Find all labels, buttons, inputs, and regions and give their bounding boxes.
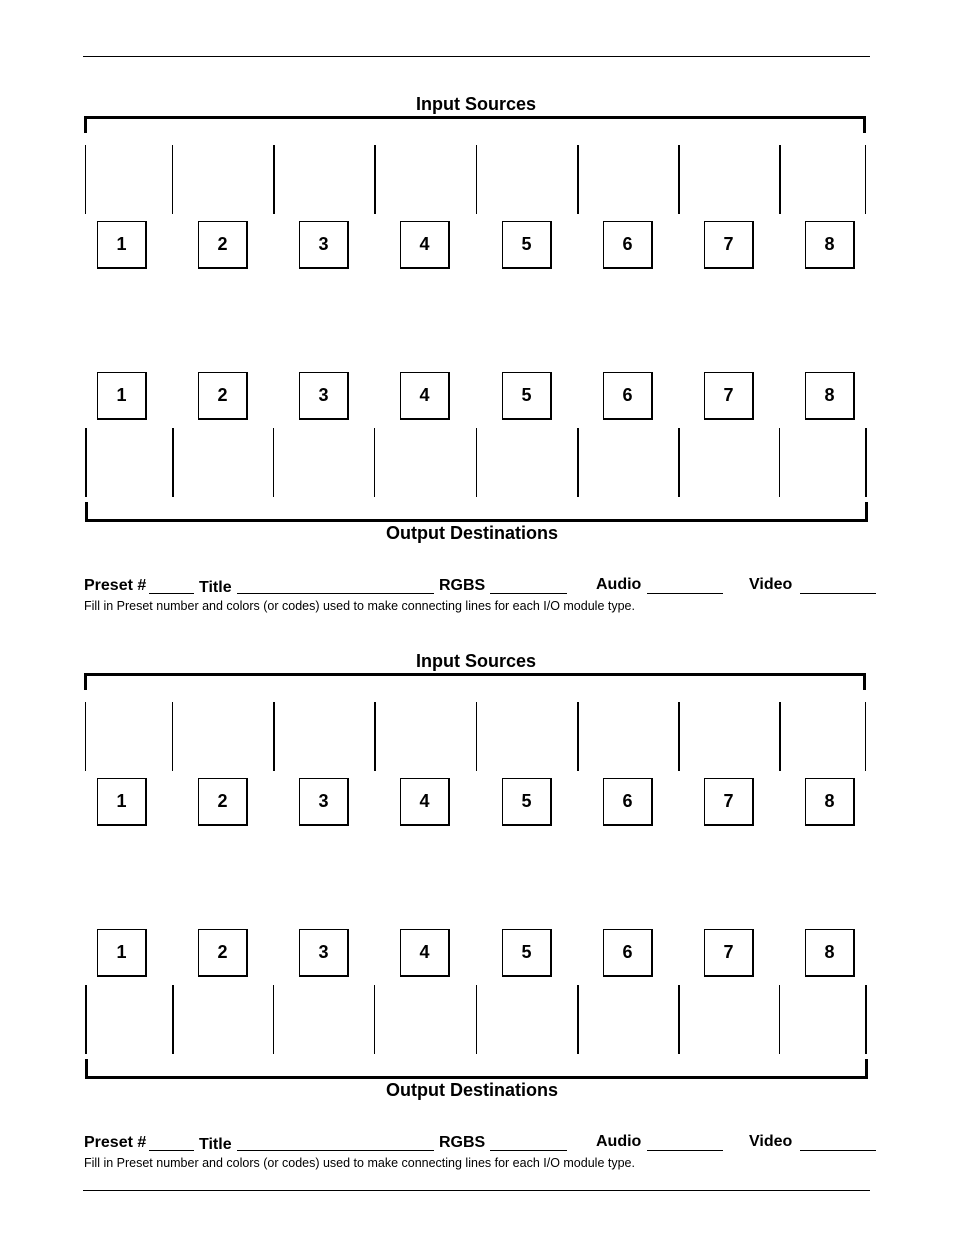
output-box-1[interactable]: 1 [97, 929, 147, 977]
input-box-7[interactable]: 7 [704, 778, 754, 826]
rgbs-label: RGBS [439, 1134, 486, 1151]
input-box-8[interactable]: 8 [805, 778, 855, 826]
input-connector-line [476, 702, 477, 771]
output-box-2[interactable]: 2 [198, 372, 248, 420]
output-connector-line [476, 985, 477, 1054]
output-connector-line [273, 428, 274, 497]
input-connector-line [678, 145, 680, 214]
input-box-1[interactable]: 1 [97, 778, 147, 826]
input-box-5[interactable]: 5 [502, 221, 552, 269]
output-box-5[interactable]: 5 [502, 929, 552, 977]
output-destinations-heading: Output Destinations [386, 523, 558, 543]
input-box-3[interactable]: 3 [299, 778, 349, 826]
input-connector-line [577, 145, 579, 214]
input-connector-line [172, 702, 173, 771]
input-bracket [84, 116, 866, 133]
input-connector-line [85, 145, 86, 214]
output-box-8[interactable]: 8 [805, 929, 855, 977]
output-box-6[interactable]: 6 [603, 372, 653, 420]
input-box-6[interactable]: 6 [603, 221, 653, 269]
rgbs-field[interactable] [490, 1150, 567, 1151]
output-connector-line [172, 985, 174, 1054]
input-connector-line [374, 702, 376, 771]
input-sources-heading: Input Sources [416, 94, 537, 114]
output-connector-line [865, 428, 867, 497]
title-label: Title [199, 579, 232, 596]
input-connector-line [865, 145, 866, 214]
input-box-4[interactable]: 4 [400, 221, 450, 269]
output-connector-line [374, 428, 375, 497]
output-destinations-heading: Output Destinations [386, 1080, 558, 1100]
video-label: Video [749, 576, 793, 593]
preset-worksheet [0, 557, 954, 1170]
input-connector-line [779, 145, 781, 214]
input-box-5[interactable]: 5 [502, 778, 552, 826]
input-connector-line [865, 702, 866, 771]
input-box-1[interactable]: 1 [97, 221, 147, 269]
preset-worksheet [0, 0, 954, 613]
output-bracket [85, 1059, 868, 1079]
output-box-5[interactable]: 5 [502, 372, 552, 420]
input-connector-line [678, 702, 680, 771]
output-bracket [85, 502, 868, 522]
audio-label: Audio [596, 1133, 642, 1150]
input-sources-heading: Input Sources [416, 651, 537, 671]
input-connector-line [577, 702, 579, 771]
audio-label: Audio [596, 576, 642, 593]
input-box-7[interactable]: 7 [704, 221, 754, 269]
bottom-rule [83, 1190, 870, 1191]
input-box-2[interactable]: 2 [198, 778, 248, 826]
output-box-4[interactable]: 4 [400, 372, 450, 420]
output-box-3[interactable]: 3 [299, 372, 349, 420]
input-connector-line [273, 702, 275, 771]
output-connector-line [577, 428, 579, 497]
output-connector-line [678, 428, 680, 497]
preset-form-row [84, 1134, 884, 1156]
output-connector-line [273, 985, 274, 1054]
preset-label: Preset # [84, 1134, 147, 1151]
input-connector-line [476, 145, 477, 214]
input-connector-line [273, 145, 275, 214]
input-connector-line [85, 702, 86, 771]
output-connector-line [678, 985, 680, 1054]
video-field[interactable] [800, 1150, 876, 1151]
rgbs-label: RGBS [439, 577, 486, 594]
preset-label: Preset # [84, 577, 147, 594]
input-box-3[interactable]: 3 [299, 221, 349, 269]
output-connector-line [865, 985, 867, 1054]
output-box-8[interactable]: 8 [805, 372, 855, 420]
output-box-1[interactable]: 1 [97, 372, 147, 420]
preset-number-field[interactable] [149, 1150, 194, 1151]
instructions-text: Fill in Preset number and colors (or codes) used to make connecting lines for each I/O module type. [84, 1156, 635, 1170]
output-box-7[interactable]: 7 [704, 372, 754, 420]
output-connector-line [476, 428, 477, 497]
input-box-6[interactable]: 6 [603, 778, 653, 826]
title-field[interactable] [237, 1150, 434, 1151]
output-connector-line [374, 985, 375, 1054]
title-label: Title [199, 1136, 232, 1153]
input-connector-line [172, 145, 173, 214]
input-connector-line [779, 702, 781, 771]
output-box-6[interactable]: 6 [603, 929, 653, 977]
output-box-2[interactable]: 2 [198, 929, 248, 977]
audio-field[interactable] [647, 1150, 723, 1151]
input-connector-line [374, 145, 376, 214]
output-box-7[interactable]: 7 [704, 929, 754, 977]
output-connector-line [172, 428, 174, 497]
input-box-2[interactable]: 2 [198, 221, 248, 269]
video-label: Video [749, 1133, 793, 1150]
input-bracket [84, 673, 866, 690]
output-connector-line [85, 985, 87, 1054]
input-box-4[interactable]: 4 [400, 778, 450, 826]
output-connector-line [779, 985, 780, 1054]
output-connector-line [779, 428, 780, 497]
output-connector-line [85, 428, 87, 497]
output-box-3[interactable]: 3 [299, 929, 349, 977]
input-box-8[interactable]: 8 [805, 221, 855, 269]
output-connector-line [577, 985, 579, 1054]
instructions-text: Fill in Preset number and colors (or codes) used to make connecting lines for each I/O module type. [84, 599, 635, 613]
output-box-4[interactable]: 4 [400, 929, 450, 977]
